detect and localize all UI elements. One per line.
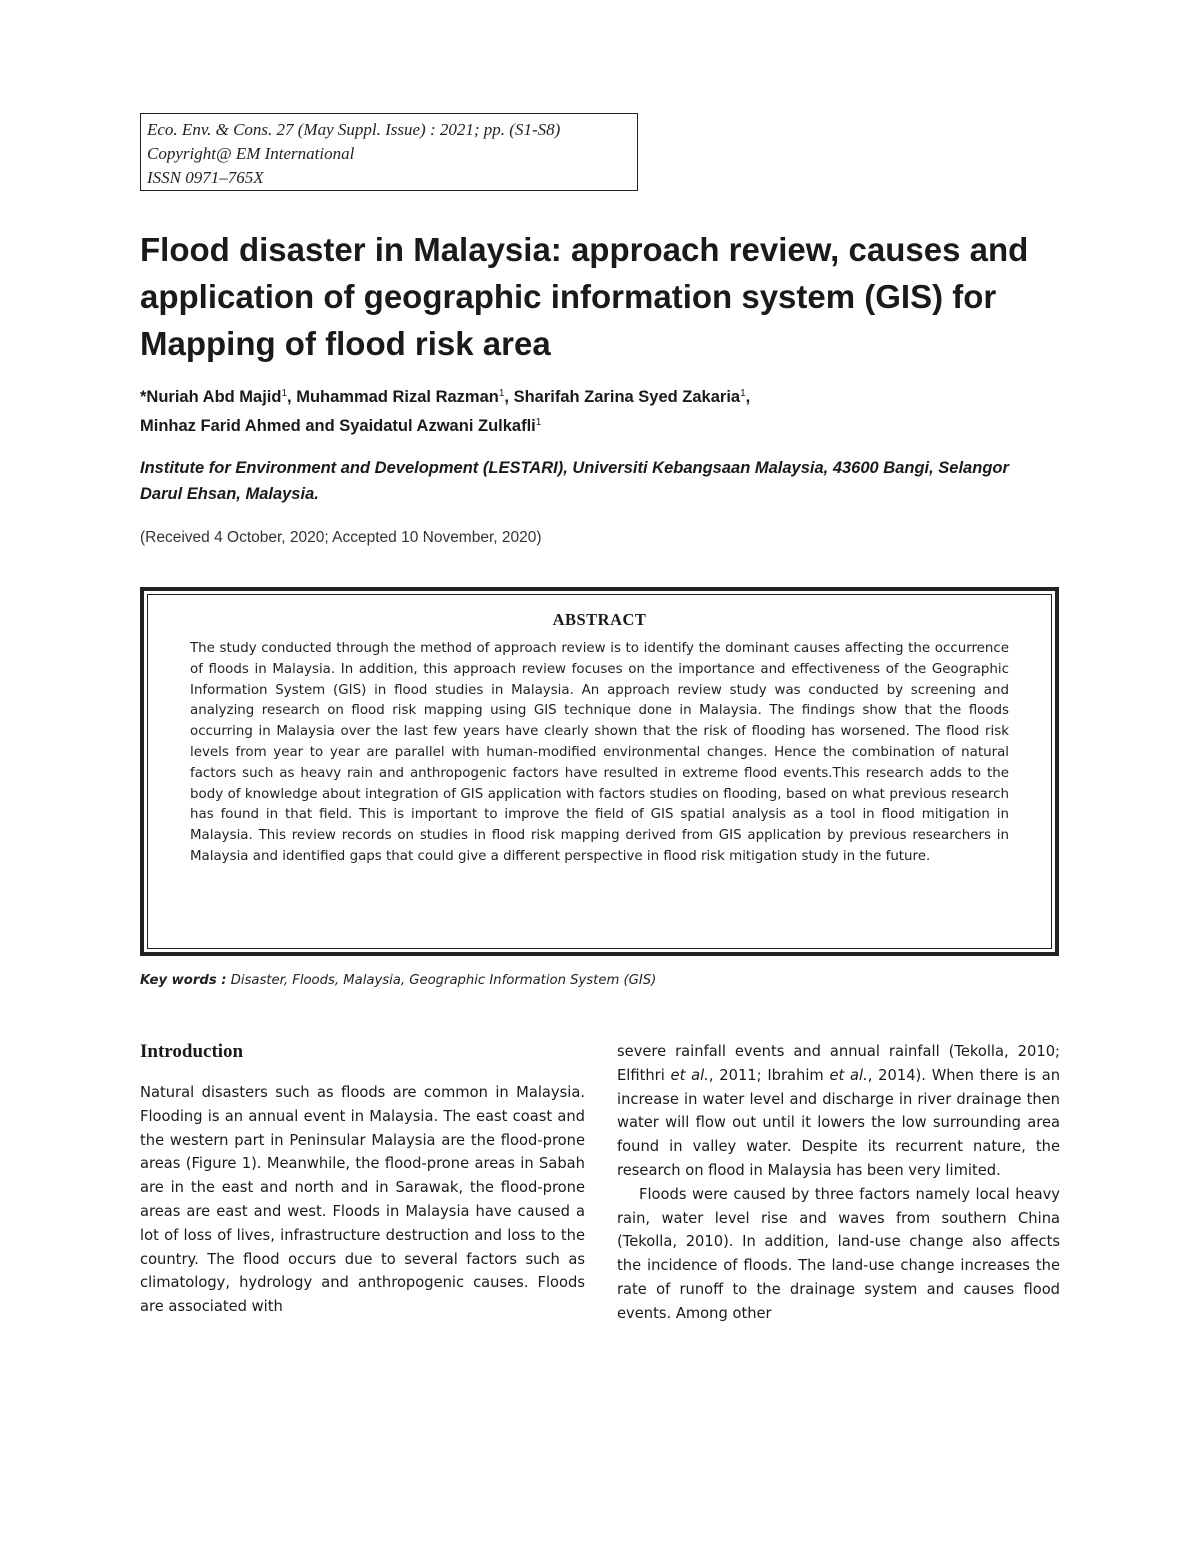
- journal-copyright-line: Copyright@ EM International: [147, 144, 355, 163]
- abstract-text: The study conducted through the method of approach review is to identify the dominant causes affecting the occurrence of floods in Malaysia. In addition, this approach review focuses on the importance and effectiveness of the Geographic Information System (GIS) in flood studies in Malaysia. An approach review study was conducted by screening and analyzing research on flood risk mapping using GIS technique done in Malaysia. The findings show that the floods occurring in Malaysia over the last few years have clearly shown that the risk of flooding has worsened. The flood risk levels from year to year are parallel with human-modified environmental changes. Hence the combination of natural factors such as heavy rain and anthropogenic factors have resulted in extreme flood events.This research adds to the body of knowledge about integration of GIS application with factors studies on flooding, based on what previous research has found in that field. This is important to improve the field of GIS spatial analysis as a tool in flood mitigation in Malaysia. This review records on studies in flood risk mapping derived from GIS application by previous researchers in Malaysia and identified gaps that could give a different perspective in flood risk mitigation study in the future.: [190, 641, 1009, 864]
- author-separator: ,: [287, 388, 297, 406]
- journal-citation-box: [140, 113, 638, 191]
- author-affiliation: Institute for Environment and Development (LESTARI), Universiti Kebangsaan Malaysia, 43600 Bangi, Selangor Darul Ehsan, Malaysia.: [140, 459, 1009, 503]
- received-accepted-dates: (Received 4 October, 2020; Accepted 10 November, 2020): [140, 529, 542, 546]
- body-column-right: [617, 1040, 1060, 1326]
- journal-citation-line: Eco. Env. & Cons. 27 (May Suppl. Issue) : 2021; pp. (S1-S8): [147, 120, 561, 139]
- author-name: Sharifah Zarina Syed Zakaria: [513, 388, 741, 406]
- abstract-inner-border: [147, 594, 1052, 949]
- author-line-1: [140, 381, 1040, 410]
- journal-issn-line: ISSN 0971–765X: [147, 168, 264, 187]
- paper-title: Flood disaster in Malaysia: approach review, causes and application of geographic information system (GIS) for Mapping of flood risk area: [140, 231, 1029, 362]
- body-paragraph: [617, 1040, 1060, 1183]
- author-name: Minhaz Farid Ahmed and Syaidatul Azwani Zulkafli: [140, 417, 536, 435]
- body-column-left: [140, 1040, 585, 1319]
- author-separator: ,: [745, 388, 751, 406]
- author-name: *Nuriah Abd Majid: [140, 388, 282, 406]
- author-name: Muhammad Rizal Razman: [296, 388, 499, 406]
- author-separator: ,: [504, 388, 514, 406]
- author-affiliation-mark: 1: [535, 417, 542, 428]
- author-affiliation-mark: 1: [281, 388, 288, 399]
- body-text-italic: et al.: [829, 1066, 868, 1084]
- body-text-italic: et al.: [670, 1066, 709, 1084]
- author-affiliation-mark: 1: [740, 388, 746, 399]
- keywords-line: [140, 971, 1040, 991]
- author-line-2: [140, 410, 1040, 439]
- abstract-heading: ABSTRACT: [552, 610, 647, 629]
- body-text-span: , 2014). When there is an increase in water level and discharge in river drainage then water will flow out until it lowers the low surrounding area found in valley water. Despite its recurrent nature, the research on flood in Malaysia has been very limited.: [617, 1066, 1060, 1179]
- author-affiliation-mark: 1: [498, 388, 505, 399]
- body-paragraph: Natural disasters such as floods are common in Malaysia. Flooding is an annual event in Malaysia. The east coast and the western part in Peninsular Malaysia are the flood-prone areas (Figure 1). Meanwhile, the flood-prone areas in Sabah are in the east and north and in Sarawak, the flood-prone areas are east and west. Floods in Malaysia have caused a lot of loss of lives, infrastructure destruction and loss to the country. The flood occurs due to several factors such as climatology, hydrology and anthropogenic causes. Floods are associated with: [140, 1084, 585, 1316]
- section-heading-introduction: Introduction: [140, 1041, 244, 1062]
- author-list: [140, 381, 1040, 439]
- keywords-label: Key words :: [140, 973, 227, 988]
- abstract-box: [140, 587, 1059, 956]
- body-text-span: , 2011; Ibrahim: [708, 1066, 830, 1084]
- body-text-span: severe rainfall events and annual rainfall (Tekolla, 2010; Elfithri: [617, 1043, 1060, 1084]
- keywords-text: Disaster, Floods, Malaysia, Geographic Information System (GIS): [226, 973, 657, 988]
- body-paragraph: Floods were caused by three factors namely local heavy rain, water level rise and waves from southern China (Tekolla, 2010). In addition, land-use change also affects the incidence of floods. The land-use change increases the rate of runoff to the drainage system and causes flood events. Among other: [617, 1185, 1060, 1322]
